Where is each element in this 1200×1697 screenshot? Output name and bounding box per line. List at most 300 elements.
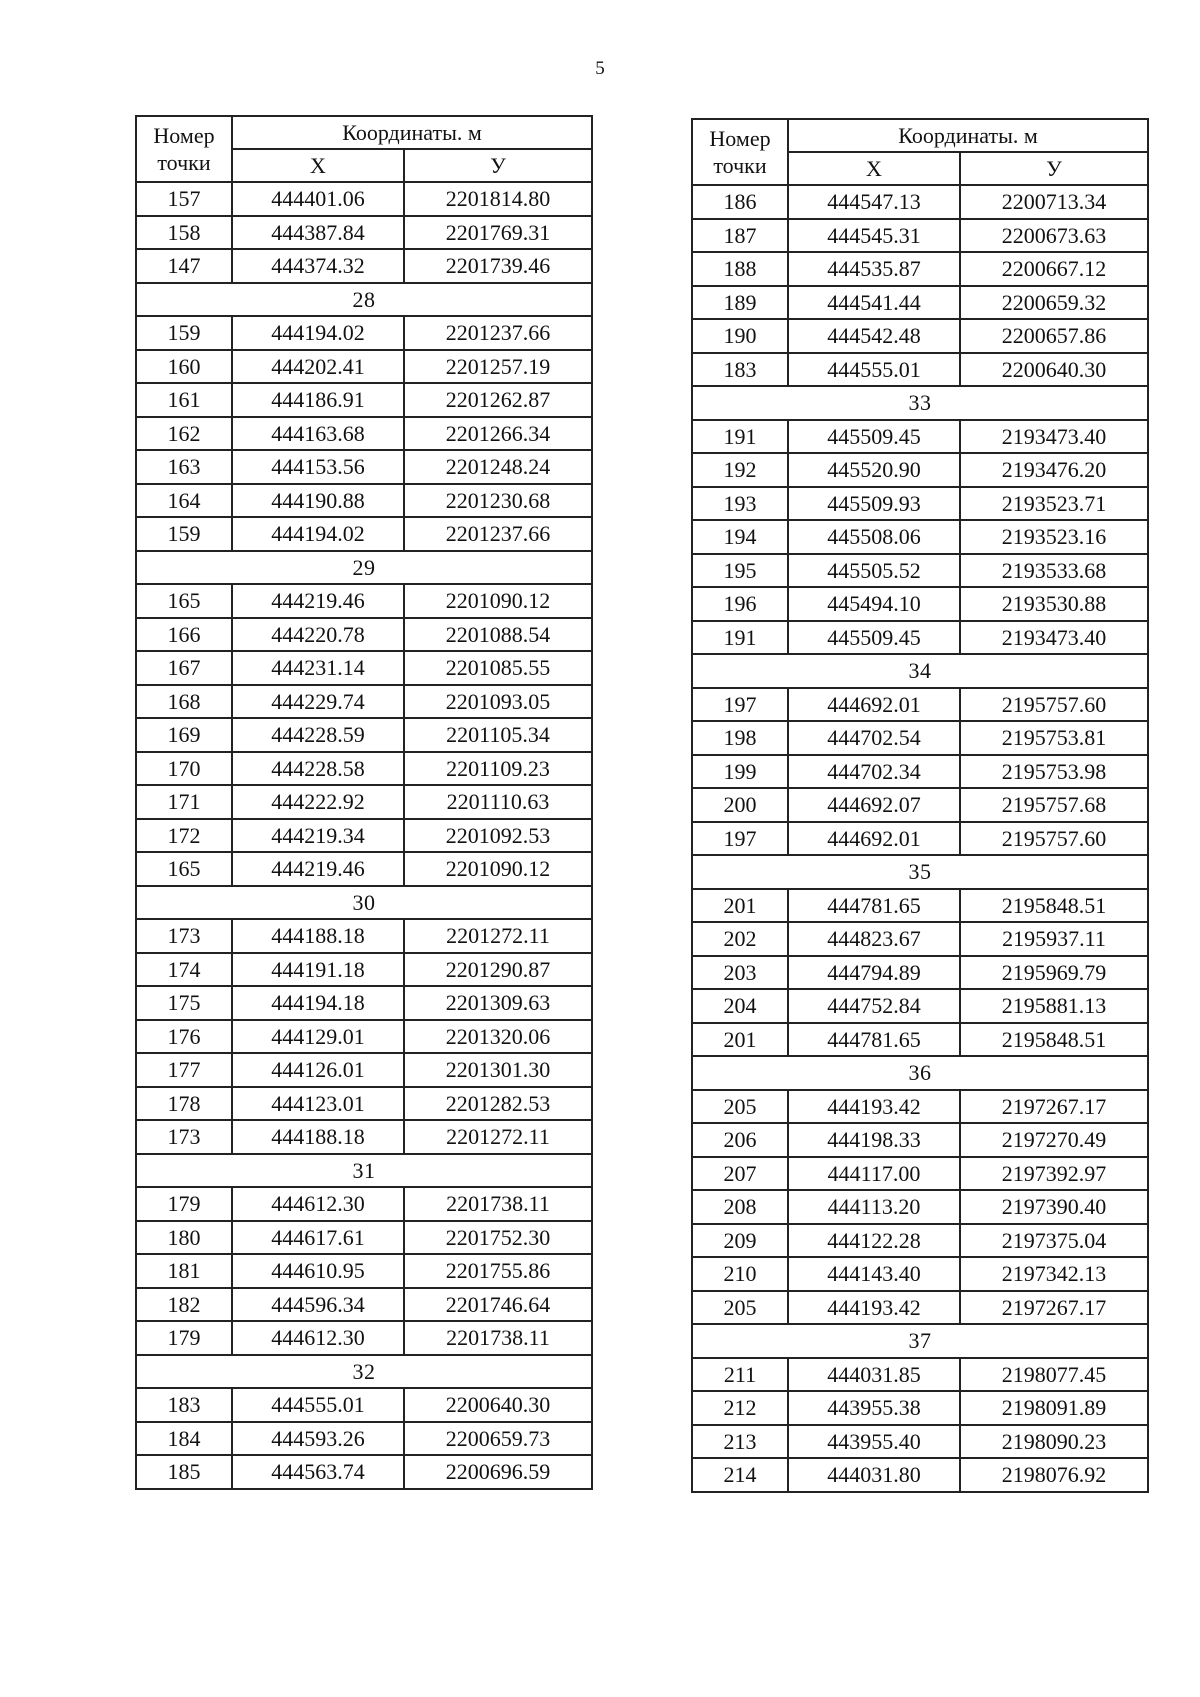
coordinates-table-right bbox=[691, 118, 1149, 1493]
section-row bbox=[136, 283, 592, 317]
y-coordinate-cell: 2195757.68 bbox=[960, 788, 1148, 822]
point-number-cell: 194 bbox=[692, 520, 788, 554]
x-coordinate-cell: 444401.06 bbox=[232, 182, 404, 216]
point-number-cell: 172 bbox=[136, 819, 232, 853]
x-coordinate-cell: 445505.52 bbox=[788, 554, 960, 588]
point-number-cell: 195 bbox=[692, 554, 788, 588]
point-number-cell: 202 bbox=[692, 922, 788, 956]
point-number-cell: 197 bbox=[692, 688, 788, 722]
x-coordinate-cell: 444193.42 bbox=[788, 1291, 960, 1325]
y-coordinate-cell: 2201110.63 bbox=[404, 785, 592, 819]
table-row bbox=[136, 1422, 592, 1456]
y-coordinate-cell: 2198091.89 bbox=[960, 1391, 1148, 1425]
x-coordinate-cell: 444752.84 bbox=[788, 989, 960, 1023]
point-number-cell: 167 bbox=[136, 651, 232, 685]
section-number: 33 bbox=[692, 386, 1148, 420]
y-coordinate-cell: 2201752.30 bbox=[404, 1221, 592, 1255]
y-coordinate-cell: 2195757.60 bbox=[960, 688, 1148, 722]
y-header: У bbox=[404, 149, 592, 182]
y-coordinate-cell: 2201301.30 bbox=[404, 1053, 592, 1087]
point-number-cell: 183 bbox=[136, 1388, 232, 1422]
point-number-cell: 207 bbox=[692, 1157, 788, 1191]
x-coordinate-cell: 445509.93 bbox=[788, 487, 960, 521]
table-row bbox=[692, 956, 1148, 990]
table-row bbox=[692, 1358, 1148, 1392]
table-row bbox=[692, 1224, 1148, 1258]
x-coordinate-cell: 444194.02 bbox=[232, 316, 404, 350]
point-number-cell: 173 bbox=[136, 1120, 232, 1154]
point-number-cell: 157 bbox=[136, 182, 232, 216]
x-header: X bbox=[788, 152, 960, 185]
table-row bbox=[692, 520, 1148, 554]
y-coordinate-cell: 2193530.88 bbox=[960, 587, 1148, 621]
x-coordinate-cell: 444231.14 bbox=[232, 651, 404, 685]
y-coordinate-cell: 2201320.06 bbox=[404, 1020, 592, 1054]
point-number-cell: 189 bbox=[692, 286, 788, 320]
section-number: 30 bbox=[136, 886, 592, 920]
point-number-cell: 165 bbox=[136, 584, 232, 618]
y-coordinate-cell: 2201109.23 bbox=[404, 752, 592, 786]
x-coordinate-cell: 444031.85 bbox=[788, 1358, 960, 1392]
x-coordinate-cell: 444612.30 bbox=[232, 1187, 404, 1221]
table-row bbox=[136, 1288, 592, 1322]
x-coordinate-cell: 445509.45 bbox=[788, 420, 960, 454]
point-number-cell: 208 bbox=[692, 1190, 788, 1224]
coordinates-table-left bbox=[135, 115, 593, 1490]
y-coordinate-cell: 2201738.11 bbox=[404, 1187, 592, 1221]
section-row bbox=[692, 654, 1148, 688]
y-coordinate-cell: 2201739.46 bbox=[404, 249, 592, 283]
x-coordinate-cell: 444610.95 bbox=[232, 1254, 404, 1288]
table-row bbox=[136, 182, 592, 216]
table-row bbox=[136, 1254, 592, 1288]
table-row bbox=[136, 484, 592, 518]
y-coordinate-cell: 2201290.87 bbox=[404, 953, 592, 987]
x-coordinate-cell: 444545.31 bbox=[788, 219, 960, 253]
y-coordinate-cell: 2201093.05 bbox=[404, 685, 592, 719]
x-coordinate-cell: 444113.20 bbox=[788, 1190, 960, 1224]
point-number-cell: 171 bbox=[136, 785, 232, 819]
table-row bbox=[692, 889, 1148, 923]
table-row bbox=[136, 1087, 592, 1121]
point-number-cell: 199 bbox=[692, 755, 788, 789]
table-row bbox=[136, 852, 592, 886]
table-row bbox=[692, 353, 1148, 387]
table-row bbox=[692, 219, 1148, 253]
table-row bbox=[692, 554, 1148, 588]
x-header: X bbox=[232, 149, 404, 182]
y-coordinate-cell: 2201090.12 bbox=[404, 584, 592, 618]
table-row bbox=[692, 788, 1148, 822]
y-coordinate-cell: 2197270.49 bbox=[960, 1123, 1148, 1157]
point-number-cell: 198 bbox=[692, 721, 788, 755]
point-number-cell: 168 bbox=[136, 685, 232, 719]
point-number-cell: 176 bbox=[136, 1020, 232, 1054]
y-coordinate-cell: 2193473.40 bbox=[960, 420, 1148, 454]
x-coordinate-cell: 444794.89 bbox=[788, 956, 960, 990]
x-coordinate-cell: 445508.06 bbox=[788, 520, 960, 554]
point-number-cell: 191 bbox=[692, 621, 788, 655]
x-coordinate-cell: 445509.45 bbox=[788, 621, 960, 655]
table-row bbox=[136, 1455, 592, 1489]
x-coordinate-cell: 444555.01 bbox=[788, 353, 960, 387]
table-row bbox=[692, 1090, 1148, 1124]
table-row bbox=[692, 989, 1148, 1023]
y-coordinate-cell: 2195753.98 bbox=[960, 755, 1148, 789]
point-number-cell: 179 bbox=[136, 1321, 232, 1355]
table-row bbox=[136, 1120, 592, 1154]
table-row bbox=[692, 1458, 1148, 1492]
x-coordinate-cell: 444702.54 bbox=[788, 721, 960, 755]
x-coordinate-cell: 444220.78 bbox=[232, 618, 404, 652]
y-coordinate-cell: 2195753.81 bbox=[960, 721, 1148, 755]
point-number-cell: 164 bbox=[136, 484, 232, 518]
y-coordinate-cell: 2197375.04 bbox=[960, 1224, 1148, 1258]
point-number-cell: 166 bbox=[136, 618, 232, 652]
y-coordinate-cell: 2200659.73 bbox=[404, 1422, 592, 1456]
section-number: 32 bbox=[136, 1355, 592, 1389]
section-number: 36 bbox=[692, 1056, 1148, 1090]
x-coordinate-cell: 444129.01 bbox=[232, 1020, 404, 1054]
point-number-cell: 205 bbox=[692, 1090, 788, 1124]
section-number: 31 bbox=[136, 1154, 592, 1188]
section-number: 28 bbox=[136, 283, 592, 317]
y-coordinate-cell: 2198076.92 bbox=[960, 1458, 1148, 1492]
table-row bbox=[136, 651, 592, 685]
y-coordinate-cell: 2200640.30 bbox=[404, 1388, 592, 1422]
section-number: 35 bbox=[692, 855, 1148, 889]
x-coordinate-cell: 444188.18 bbox=[232, 1120, 404, 1154]
point-number-cell: 204 bbox=[692, 989, 788, 1023]
point-number-cell: 206 bbox=[692, 1123, 788, 1157]
table-row bbox=[692, 1257, 1148, 1291]
table-body bbox=[692, 185, 1148, 1492]
x-coordinate-cell: 444596.34 bbox=[232, 1288, 404, 1322]
point-number-cell: 213 bbox=[692, 1425, 788, 1459]
x-coordinate-cell: 444122.28 bbox=[788, 1224, 960, 1258]
x-coordinate-cell: 444188.18 bbox=[232, 919, 404, 953]
x-coordinate-cell: 444823.67 bbox=[788, 922, 960, 956]
point-number-cell: 212 bbox=[692, 1391, 788, 1425]
point-number-cell: 184 bbox=[136, 1422, 232, 1456]
table-row bbox=[692, 1123, 1148, 1157]
y-coordinate-cell: 2197342.13 bbox=[960, 1257, 1148, 1291]
x-coordinate-cell: 444143.40 bbox=[788, 1257, 960, 1291]
table-row bbox=[136, 919, 592, 953]
point-number-cell: 159 bbox=[136, 316, 232, 350]
table-row bbox=[136, 316, 592, 350]
table-row bbox=[136, 819, 592, 853]
table-row bbox=[692, 922, 1148, 956]
x-coordinate-cell: 444193.42 bbox=[788, 1090, 960, 1124]
x-coordinate-cell: 445494.10 bbox=[788, 587, 960, 621]
point-number-cell: 182 bbox=[136, 1288, 232, 1322]
y-coordinate-cell: 2201088.54 bbox=[404, 618, 592, 652]
y-coordinate-cell: 2201085.55 bbox=[404, 651, 592, 685]
point-number-cell: 180 bbox=[136, 1221, 232, 1255]
point-number-cell: 186 bbox=[692, 185, 788, 219]
section-row bbox=[136, 886, 592, 920]
table-row bbox=[692, 1190, 1148, 1224]
y-coordinate-cell: 2201257.19 bbox=[404, 350, 592, 384]
y-coordinate-cell: 2195937.11 bbox=[960, 922, 1148, 956]
x-coordinate-cell: 444374.32 bbox=[232, 249, 404, 283]
point-number-cell: 181 bbox=[136, 1254, 232, 1288]
table-row bbox=[136, 383, 592, 417]
y-header: У bbox=[960, 152, 1148, 185]
x-coordinate-cell: 444692.01 bbox=[788, 822, 960, 856]
x-coordinate-cell: 444186.91 bbox=[232, 383, 404, 417]
table-row bbox=[136, 1020, 592, 1054]
x-coordinate-cell: 444547.13 bbox=[788, 185, 960, 219]
point-number-cell: 173 bbox=[136, 919, 232, 953]
y-coordinate-cell: 2200657.86 bbox=[960, 319, 1148, 353]
table-row bbox=[692, 1425, 1148, 1459]
table-row bbox=[136, 216, 592, 250]
y-coordinate-cell: 2193523.71 bbox=[960, 487, 1148, 521]
table-row bbox=[692, 487, 1148, 521]
point-number-cell: 163 bbox=[136, 450, 232, 484]
section-number: 29 bbox=[136, 551, 592, 585]
table-row bbox=[692, 319, 1148, 353]
point-number-cell: 165 bbox=[136, 852, 232, 886]
y-coordinate-cell: 2201738.11 bbox=[404, 1321, 592, 1355]
y-coordinate-cell: 2200659.32 bbox=[960, 286, 1148, 320]
y-coordinate-cell: 2200713.34 bbox=[960, 185, 1148, 219]
table-row bbox=[136, 1187, 592, 1221]
x-coordinate-cell: 444228.59 bbox=[232, 718, 404, 752]
point-number-cell: 160 bbox=[136, 350, 232, 384]
x-coordinate-cell: 444117.00 bbox=[788, 1157, 960, 1191]
y-coordinate-cell: 2193473.40 bbox=[960, 621, 1148, 655]
point-number-cell: 178 bbox=[136, 1087, 232, 1121]
table-row bbox=[692, 420, 1148, 454]
x-coordinate-cell: 444229.74 bbox=[232, 685, 404, 719]
section-number: 34 bbox=[692, 654, 1148, 688]
x-coordinate-cell: 444702.34 bbox=[788, 755, 960, 789]
x-coordinate-cell: 444219.46 bbox=[232, 584, 404, 618]
point-number-cell: 201 bbox=[692, 1023, 788, 1057]
y-coordinate-cell: 2201282.53 bbox=[404, 1087, 592, 1121]
x-coordinate-cell: 444163.68 bbox=[232, 417, 404, 451]
x-coordinate-cell: 444194.02 bbox=[232, 517, 404, 551]
y-coordinate-cell: 2201230.68 bbox=[404, 484, 592, 518]
point-number-cell: 183 bbox=[692, 353, 788, 387]
y-coordinate-cell: 2200667.12 bbox=[960, 252, 1148, 286]
table-row bbox=[136, 1321, 592, 1355]
table-row bbox=[136, 785, 592, 819]
y-coordinate-cell: 2197390.40 bbox=[960, 1190, 1148, 1224]
x-coordinate-cell: 444555.01 bbox=[232, 1388, 404, 1422]
y-coordinate-cell: 2195757.60 bbox=[960, 822, 1148, 856]
section-row bbox=[692, 1324, 1148, 1358]
point-number-cell: 175 bbox=[136, 986, 232, 1020]
y-coordinate-cell: 2195969.79 bbox=[960, 956, 1148, 990]
table-row bbox=[136, 986, 592, 1020]
coordinates-header: Координаты. м bbox=[232, 116, 592, 149]
x-coordinate-cell: 444219.34 bbox=[232, 819, 404, 853]
point-number-cell: 147 bbox=[136, 249, 232, 283]
x-coordinate-cell: 444563.74 bbox=[232, 1455, 404, 1489]
x-coordinate-cell: 444692.01 bbox=[788, 688, 960, 722]
y-coordinate-cell: 2201090.12 bbox=[404, 852, 592, 886]
x-coordinate-cell: 444126.01 bbox=[232, 1053, 404, 1087]
point-number-cell: 203 bbox=[692, 956, 788, 990]
table-row bbox=[136, 350, 592, 384]
point-number-header: Номер точки bbox=[692, 119, 788, 185]
point-number-cell: 192 bbox=[692, 453, 788, 487]
point-number-cell: 211 bbox=[692, 1358, 788, 1392]
y-coordinate-cell: 2201262.87 bbox=[404, 383, 592, 417]
x-coordinate-cell: 444692.07 bbox=[788, 788, 960, 822]
table-row bbox=[136, 1388, 592, 1422]
x-coordinate-cell: 444593.26 bbox=[232, 1422, 404, 1456]
y-coordinate-cell: 2201237.66 bbox=[404, 316, 592, 350]
x-coordinate-cell: 444535.87 bbox=[788, 252, 960, 286]
y-coordinate-cell: 2198077.45 bbox=[960, 1358, 1148, 1392]
point-number-cell: 159 bbox=[136, 517, 232, 551]
y-coordinate-cell: 2201266.34 bbox=[404, 417, 592, 451]
point-number-cell: 162 bbox=[136, 417, 232, 451]
y-coordinate-cell: 2195881.13 bbox=[960, 989, 1148, 1023]
x-coordinate-cell: 444194.18 bbox=[232, 986, 404, 1020]
point-number-cell: 191 bbox=[692, 420, 788, 454]
table-row bbox=[136, 1221, 592, 1255]
y-coordinate-cell: 2201309.63 bbox=[404, 986, 592, 1020]
table-row bbox=[692, 1023, 1148, 1057]
x-coordinate-cell: 444222.92 bbox=[232, 785, 404, 819]
table-row bbox=[692, 1391, 1148, 1425]
x-coordinate-cell: 444123.01 bbox=[232, 1087, 404, 1121]
x-coordinate-cell: 444781.65 bbox=[788, 889, 960, 923]
x-coordinate-cell: 445520.90 bbox=[788, 453, 960, 487]
section-row bbox=[692, 386, 1148, 420]
y-coordinate-cell: 2201105.34 bbox=[404, 718, 592, 752]
section-row bbox=[692, 855, 1148, 889]
x-coordinate-cell: 444612.30 bbox=[232, 1321, 404, 1355]
point-number-cell: 158 bbox=[136, 216, 232, 250]
y-coordinate-cell: 2200640.30 bbox=[960, 353, 1148, 387]
point-number-header: Номер точки bbox=[136, 116, 232, 182]
point-number-cell: 205 bbox=[692, 1291, 788, 1325]
y-coordinate-cell: 2197267.17 bbox=[960, 1291, 1148, 1325]
point-number-cell: 209 bbox=[692, 1224, 788, 1258]
table-row bbox=[692, 1157, 1148, 1191]
point-number-cell: 188 bbox=[692, 252, 788, 286]
point-number-cell: 185 bbox=[136, 1455, 232, 1489]
table-row bbox=[692, 621, 1148, 655]
y-coordinate-cell: 2201248.24 bbox=[404, 450, 592, 484]
x-coordinate-cell: 444190.88 bbox=[232, 484, 404, 518]
y-coordinate-cell: 2193523.16 bbox=[960, 520, 1148, 554]
point-number-cell: 196 bbox=[692, 587, 788, 621]
x-coordinate-cell: 444542.48 bbox=[788, 319, 960, 353]
point-number-cell: 187 bbox=[692, 219, 788, 253]
table-row bbox=[136, 584, 592, 618]
x-coordinate-cell: 444228.58 bbox=[232, 752, 404, 786]
point-number-cell: 201 bbox=[692, 889, 788, 923]
point-number-cell: 174 bbox=[136, 953, 232, 987]
y-coordinate-cell: 2200673.63 bbox=[960, 219, 1148, 253]
point-number-cell: 179 bbox=[136, 1187, 232, 1221]
y-coordinate-cell: 2197392.97 bbox=[960, 1157, 1148, 1191]
y-coordinate-cell: 2200696.59 bbox=[404, 1455, 592, 1489]
x-coordinate-cell: 444031.80 bbox=[788, 1458, 960, 1492]
table-row bbox=[136, 718, 592, 752]
y-coordinate-cell: 2201272.11 bbox=[404, 919, 592, 953]
section-row bbox=[136, 1154, 592, 1188]
table-row bbox=[692, 252, 1148, 286]
y-coordinate-cell: 2195848.51 bbox=[960, 889, 1148, 923]
table-row bbox=[692, 721, 1148, 755]
table-row bbox=[136, 517, 592, 551]
point-number-cell: 161 bbox=[136, 383, 232, 417]
point-number-cell: 197 bbox=[692, 822, 788, 856]
y-coordinate-cell: 2201237.66 bbox=[404, 517, 592, 551]
y-coordinate-cell: 2201092.53 bbox=[404, 819, 592, 853]
x-coordinate-cell: 444153.56 bbox=[232, 450, 404, 484]
x-coordinate-cell: 444219.46 bbox=[232, 852, 404, 886]
point-number-cell: 193 bbox=[692, 487, 788, 521]
point-number-cell: 177 bbox=[136, 1053, 232, 1087]
section-row bbox=[692, 1056, 1148, 1090]
section-row bbox=[136, 551, 592, 585]
y-coordinate-cell: 2198090.23 bbox=[960, 1425, 1148, 1459]
y-coordinate-cell: 2201272.11 bbox=[404, 1120, 592, 1154]
point-number-cell: 190 bbox=[692, 319, 788, 353]
table-row bbox=[136, 417, 592, 451]
point-number-cell: 214 bbox=[692, 1458, 788, 1492]
section-number: 37 bbox=[692, 1324, 1148, 1358]
x-coordinate-cell: 444781.65 bbox=[788, 1023, 960, 1057]
table-row bbox=[692, 755, 1148, 789]
table-row bbox=[136, 618, 592, 652]
y-coordinate-cell: 2195848.51 bbox=[960, 1023, 1148, 1057]
section-row bbox=[136, 1355, 592, 1389]
table-row bbox=[692, 286, 1148, 320]
point-number-cell: 170 bbox=[136, 752, 232, 786]
x-coordinate-cell: 444541.44 bbox=[788, 286, 960, 320]
y-coordinate-cell: 2201814.80 bbox=[404, 182, 592, 216]
table-row bbox=[692, 822, 1148, 856]
y-coordinate-cell: 2201755.86 bbox=[404, 1254, 592, 1288]
x-coordinate-cell: 443955.40 bbox=[788, 1425, 960, 1459]
table-row bbox=[136, 450, 592, 484]
table-row bbox=[692, 1291, 1148, 1325]
table-row bbox=[136, 685, 592, 719]
y-coordinate-cell: 2197267.17 bbox=[960, 1090, 1148, 1124]
y-coordinate-cell: 2193476.20 bbox=[960, 453, 1148, 487]
point-number-cell: 210 bbox=[692, 1257, 788, 1291]
x-coordinate-cell: 443955.38 bbox=[788, 1391, 960, 1425]
point-number-cell: 169 bbox=[136, 718, 232, 752]
table-body bbox=[136, 182, 592, 1489]
x-coordinate-cell: 444202.41 bbox=[232, 350, 404, 384]
table-row bbox=[692, 453, 1148, 487]
y-coordinate-cell: 2193533.68 bbox=[960, 554, 1148, 588]
x-coordinate-cell: 444617.61 bbox=[232, 1221, 404, 1255]
table-row bbox=[692, 185, 1148, 219]
table-row bbox=[136, 953, 592, 987]
x-coordinate-cell: 444198.33 bbox=[788, 1123, 960, 1157]
table-row bbox=[692, 587, 1148, 621]
x-coordinate-cell: 444387.84 bbox=[232, 216, 404, 250]
table-row bbox=[136, 1053, 592, 1087]
table-row bbox=[692, 688, 1148, 722]
point-number-cell: 200 bbox=[692, 788, 788, 822]
table-row bbox=[136, 752, 592, 786]
table-row bbox=[136, 249, 592, 283]
